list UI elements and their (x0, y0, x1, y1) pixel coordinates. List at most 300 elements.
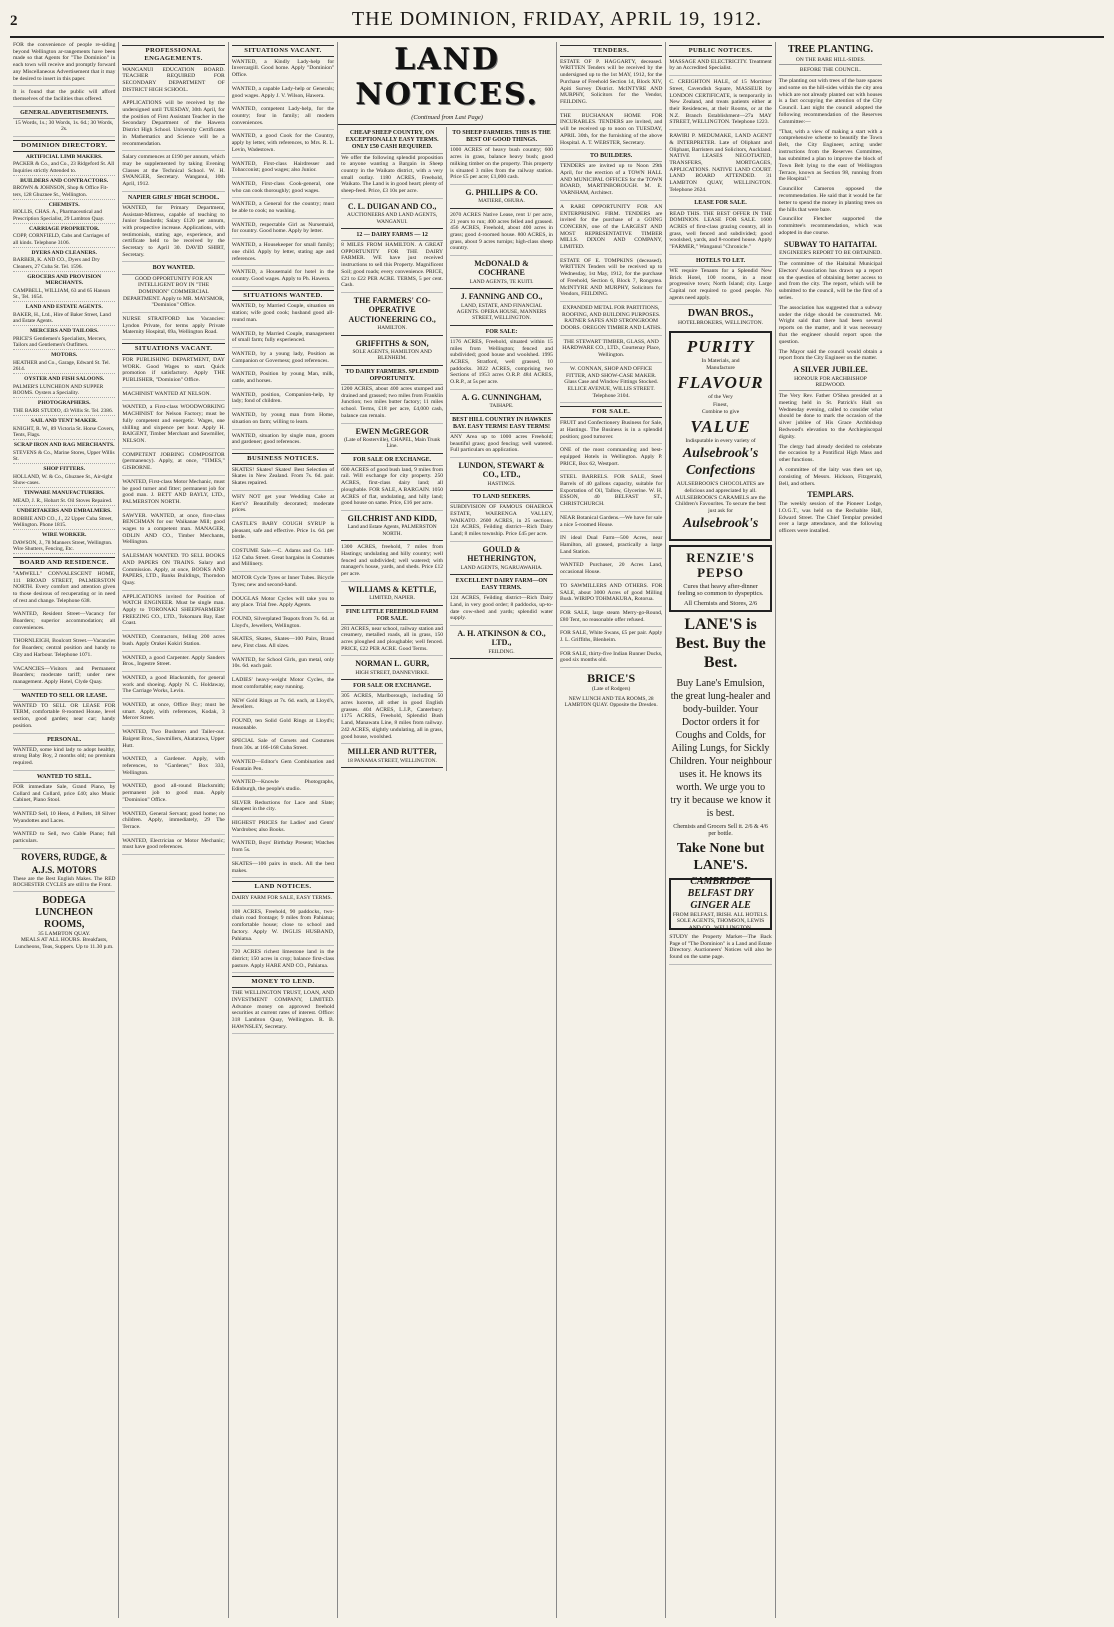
aulsebrook-brand-2: Aulsebrook's (682, 516, 759, 532)
situation-ad: WANTED, Electrician or Motor Mechanic; must have good references. (122, 838, 224, 855)
for-sale-ad: FOR SALE, thirty-five Indian Runner Ducks, good six months old. (560, 651, 662, 668)
situation-ad: FOR PUBLISHING DEPARTMENT, DAY WORK. Good Wages to start. Quick promotion if satisfactory. Apply THE PUBLISHER, "Dominion" Office. (122, 357, 224, 388)
land-ad-text: 1300 ACRES, freehold, 7 miles from Hastings; undulating and hilly country; well fenced and subdivided; well watered; with manager's house, yards, and sheds. Price £12 per acre. (341, 544, 443, 582)
for-sale-ad: IN ideal Dual Farm—500 Acres, near Hamilton, all grassed, practically a large Land Station. (560, 535, 662, 559)
brice-sub: (Late of Rodgers) (592, 686, 631, 693)
situation-wanted-ad: WANTED, by Married Couple, situation on station; wife good cook; husband good all-round man. (232, 303, 334, 327)
land-divider (450, 413, 553, 414)
land-agent-address: HASTINGS. (487, 480, 516, 487)
business-notice: WHY NOT get your Wedding Cake at Kerr's? Beautifully decorated; moderate prices. (232, 494, 334, 518)
timber-ad: EXPANDED METAL FOR PARTITIONS, ROOFING, AND BUILDING PURPOSES. RATNER SAFES AND STRONGROOM DOORS. OREGON TIMBER AND LATHS. (560, 305, 662, 336)
directory-category: LAND AND ESTATE AGENTS. (25, 304, 103, 311)
land-ad-heading: TO LAND SEEKERS. (450, 494, 553, 503)
land-ad-heading: TO SHEEP FARMERS. THIS IS THE BEST OF GOOD THINGS. (450, 130, 553, 146)
situation-ad: WANTED, a Housemaid for hotel in the country. Good wages. Apply to Ph. Hawera. (232, 269, 334, 286)
business-notice: WANTED—Editor's Gem Combination and Fountain Pen. (232, 759, 334, 776)
land-ad-text: SUBDIVISION OF FAMOUS OHAEROA ESTATE, WAERENGA VALLEY, WAIKATO. 2600 ACRES, in 25 sections. 124 ACRES, Feilding district—Rich Dairy Land; 8 miles township. Price £45 per acre. (450, 504, 553, 542)
situation-ad: WANTED, a good Carpenter. Apply Sanders Bros., Ingestre Street. (122, 655, 224, 672)
land-ad-heading: FINE LITTLE FREEHOLD FARM FOR SALE. (341, 609, 443, 625)
land-agent-name: C. L. DUIGAN AND CO., (347, 201, 437, 211)
land-divider (450, 325, 553, 326)
business-notices-list (232, 467, 334, 879)
land-divider (450, 208, 553, 209)
article-paragraph: "That, with a view of making a start with a comprehensive scheme to beautify the Town Belt, the City Engineer, acting under instructions from the Reserves Committee, has submitted a plan to improve the block of Town Belt lying to the east of Wellington Terrace, known as Section 98, running from the Hospital." (778, 128, 883, 183)
notice: It is found that the public will afford themselves of the facilities thus offered. (13, 89, 115, 106)
land-ad-text: 124 ACRES, Feilding district—Rich Dairy Land, in very good order; 8 paddocks, up-to-date cow-shed and yards; splendid water supply. (450, 595, 553, 626)
land-agent-address: HAMILTON. (377, 325, 407, 332)
land-agent-address: HIGH STREET, DANNEVIRKE. (355, 669, 429, 676)
boy-wanted-ad: GOOD OPPORTUNITY FOR AN INTELLIGENT BOY IN "THE DOMINION" COMMERCIAL DEPARTMENT. Apply to MR. MAYSMOR, "Dominion" Office. (122, 276, 224, 314)
ginger-ale-agents: FROM BELFAST, IRISH. ALL HOTELS. SOLE AGENTS, THOMSON, LEWIS AND CO., WELLINGTON. (672, 911, 769, 932)
business-notice: SKATES! Skates! Skates! Best Selection of Skates in New Zealand. From 7s. 6d. pair. Skates repaired. (232, 467, 334, 491)
land-notices-block (338, 42, 557, 1618)
napier-ad: WANTED, for Primary Department, Assistant-Mistress, capable of teaching to Junior Standards; Salary £120 per annum, with prospective increase. Applications, with testimonials, stating age, experience, and certificate held to be received by the Secretary to April 30. DAVID SHIRT, Secretary. (122, 205, 224, 263)
directory-category: MOTORS. (51, 352, 78, 359)
subway-subtitle: ENGINEER'S REPORT TO BE OBTAINED. (779, 250, 882, 259)
general-ads-rates: 15 Words, 1s.; 30 Words, 1s. 6d.; 30 Words, 2s. (13, 120, 115, 137)
land-agent-address: FEILDING. (488, 648, 515, 655)
land-ad-text: 1176 ACRES, Freehold, situated within 15 miles from Wellington; fenced and subdivided; good house and woolshed. 1995 ACRES, Stratford, well grassed, 10 paddocks. 3022 ACRES, comprising two Sections of 1953 acres O.R.P. 484 ACRES, O.R.P., at 5s per acre. (450, 339, 553, 390)
personal-ad: WANTED, some kind lady to adopt healthy, strong Baby Boy, 2 months old; no premium required. (13, 747, 115, 771)
lane-ad (669, 616, 771, 874)
column-6 (557, 42, 666, 1618)
subway-body (779, 261, 882, 362)
land-agent-name: THE FARMERS' CO-OPERATIVE AUCTIONEERING CO., (348, 295, 436, 324)
situations-wanted-heading: SITUATIONS WANTED. (232, 290, 334, 302)
professional-ad: APPLICATIONS will be received by the undersigned until TUESDAY, 30th April, for the position of First Assistant Teacher in the Secondary Department of the Hawera District High School. University Certificates in Mathematics and Science will be a recommendation. (122, 100, 224, 151)
article-paragraph: Councillor Cameron opposed the recommendation. He said that it would be far better to spend the money in planting trees on the hills that were bare. (778, 186, 883, 213)
land-notice: 108 ACRES, Freehold, 90 paddocks, two-chain road frontage; 9 miles from Pahiatua; comfortable house; close to school and factory. Apply W. INGLIS HUSBAND, Pahiatua. (232, 909, 334, 947)
bodega-text: MEALS AT ALL HOURS. Breakfasts, Luncheons, Teas, Suppers. Up to 11.30 p.m. (14, 937, 114, 950)
land-ad-heading: BEST HILL COUNTRY IN HAWKES BAY. EASY TERMS! EASY TERMS! (450, 417, 553, 433)
directory-entry: DAWSON, J., 78 Manners Street, Wellington. Wire Shutters, Fencing, Etc. (13, 540, 115, 554)
silver-jubilee-title: A SILVER JUBILEE. (793, 365, 868, 375)
business-notice: SKATES, Skates, Skates—100 Pairs, Brand new, First class. All sizes. (232, 636, 334, 653)
situation-ad: WANTED, a Housekeeper for small family; one child. Apply by letter, stating age and references. (232, 242, 334, 266)
for-sale-ad: FOR SALE, White Swans, £5 per pair. Apply J. L. Griffiths, Blenheim. (560, 630, 662, 647)
silver-jubilee-subtitle: HONOUR FOR ARCHBISHOP REDWOOD. (779, 376, 882, 391)
situations-vacant-list (122, 357, 224, 855)
tree-planting-subtitle: ON THE BARE HILL-SIDES. (779, 57, 882, 66)
situations-vacant-list-2 (232, 59, 334, 287)
lane-footer: Take None but LANE'S. (676, 841, 765, 873)
tender-ad: ESTATE OF P. HAGGARTY, deceased. WRITTEN Tenders will be received by the undersigned up to the 1st MAY, 1912, for the Purchase of Freehold Section 14, Block XIV, Apiti Survey District. McINTYRE AND MURPHY, Solicitors for the Vendor, FEILDING. (560, 59, 662, 110)
silver-jubilee-body (779, 393, 882, 488)
professional-heading: PROFESSIONAL ENGAGEMENTS. (122, 45, 224, 65)
flavour-word: FLAVOUR (677, 372, 764, 392)
wanted-sell-ad: WANTED TO SELL OR LEASE FOR TERM, comfortable 8-roomed House, level section, good garden; near car; handy position. (13, 703, 115, 734)
situation-ad: WANTED, First-class Hairdresser and Tobacconist; good wages; also Junior. (232, 161, 334, 178)
situation-wanted-ad: WANTED, situation by single man, groom and gardener; good references. (232, 433, 334, 450)
directory-entry: BARBER, K. AND CO., Dyers and Dry Cleaners, 27 Cuba St. Tel. 1596. (13, 257, 115, 271)
renzie-price: All Chemists and Stores, 2/6 (683, 599, 758, 607)
intro-notice: FOR the convenience of people re-siding beyond Wellington ar-rangements have been made so that Agents for "The Dominion" in each town will receive and promptly forward any Miscellaneous Advertisement that it may be desired to insert in this paper. (13, 42, 115, 86)
aulsebrook-brand: Aulsebrook's Confections (682, 446, 759, 478)
directory-category: PHOTOGRAPHERS. (37, 400, 91, 407)
land-ad-heading: FOR SALE OR EXCHANGE. (341, 683, 443, 692)
personal-heading: PERSONAL. (13, 737, 115, 746)
templars-body: The weekly session of the Pioneer Lodge, I.O.G.T., was held on the Rechabite Hall, Edward Street. The Chief Templar presided over a large attendance, and the following officers were installed. (778, 500, 883, 535)
land-notices-header (338, 42, 556, 125)
situation-ad: WANTED, First-class Cook-general, one who can cook thoroughly; good wages. (232, 181, 334, 198)
brice-title: BRICE'S (587, 671, 636, 686)
land-agent-address: LAND AGENTS, TE KUITI. (469, 278, 534, 285)
directory-entry: ROBBIE AND CO., J., 22 Upper Cuba Street, Wellington. Phone 1815. (13, 516, 115, 530)
ironmonger-ad: THE STEWART TIMBER, GLASS, AND HARDWARE CO., LTD., Courtenay Place, Wellington. (560, 339, 662, 363)
directory-entry: PACKER & Co., and Co., 23 Ridgeford St. All Inquiries strictly Attended to. (13, 161, 115, 175)
land-ad-text: 600 ACRES of good bush land, 9 miles from rail. Will exchange for city property. 250 ACRES, first-class dairy land; all ploughable. FOR SALE, A BARGAIN. 1050 ACRES of flat, undulating, and hilly land; good house on same. Price, £16 per acre. (341, 467, 443, 511)
directory-category: ARTIFICIAL LIMB MAKERS. (25, 153, 103, 160)
wanted-sell-ad: WANTED Sell, 10 Hens, 4 Pullets, 18 Silver Wyandottes and Laces. (13, 811, 115, 828)
land-divider (341, 767, 443, 768)
board-ad: VACANCIES—Visitors and Permanent Boarders; moderate tariff; under new management. Apply Hotel, Clyde Quay. (13, 666, 115, 690)
column-8 (776, 42, 885, 1618)
land-agent-address: MATIERE, OHURA. (478, 198, 525, 205)
land-ad-text: 305 ACRES, Marlborough, including 50 acres lucerne, all other in good English grasses. 404 ACRES, L.I.P., Canterbury. 1175 ACRES, Freehold, Splendid Bush Land, Manawatu Line, 8 miles from railway. 242 ACRES, slightly undulating, all in grass, good house, woolshed. (341, 693, 443, 744)
directory-heading: DOMINION DIRECTORY. (13, 140, 115, 152)
board-list (13, 571, 115, 690)
land-divider (341, 605, 443, 606)
situations-vacant-heading: SITUATIONS VACANT. (122, 343, 224, 355)
article-paragraph: The committee of the Haitaitai Municipal Electors' Association has drawn up a report on the question of obtaining better access to and from the city. The report, which will be submitted to the council, will be the first of a series. (778, 260, 883, 301)
column-2 (119, 42, 228, 1618)
bodega-address: 35 LAMBTON QUAY. (38, 930, 91, 937)
situation-ad: WANTED, a Kindly Lady-help for Invercargill. Good home. Apply "Dominion" Office. (232, 59, 334, 83)
land-notices-small-list (232, 895, 334, 973)
land-agent-name: GILCHRIST AND KIDD, (347, 514, 437, 523)
builders-ad: TENDERS are invited up to Noon 29th April, for the erection of a TOWN HALL AND MUNICIPAL OFFICES for the TOWN BOARD, MARTINBOROUGH. M. E. VARNHAM, Architect. (560, 163, 662, 201)
situations-wanted-list (232, 303, 334, 450)
directory-category: CHEMISTS. (48, 201, 80, 208)
business-notice: DOUGLAS Motor Cycles will take you to any place. Trial free. Apply Agents. (232, 596, 334, 613)
situations-vacant-heading-2: SITUATIONS VACANT. (232, 45, 334, 57)
article-paragraph: The Very Rev. Father O'Shea presided at a meeting held in St. Patrick's Hall on Wednesday evening, called to consider what should be done to mark the occasion of the silver jubilee of His Grace Archbishop Redwood's elevation to the Archiepiscopal dignity. (778, 392, 883, 440)
rovers-heading: ROVERS, RUDGE, & (20, 851, 108, 862)
for-sale-ad: WANTED Purchaser, 20 Acres Land, occasional House. (560, 562, 662, 579)
article-paragraph: The Mayor said the council would obtain a report from the City Engineer on the matter. (778, 348, 883, 362)
land-divider (341, 453, 443, 454)
land-ad-text: 1000 ACRES of heavy bush country; 600 acres in grass, balance heavy bush; good milking timber on the property. This property is situated 3 miles from the railway station. Price £5 per acre; £1,000 cash. (450, 147, 553, 185)
directory-category: UNDERTAKERS AND EMBALMERS. (16, 508, 112, 515)
land-divider (450, 574, 553, 575)
massage-ad: MASSAGE AND ELECTRICITY. Treatment by an Accredited Specialist. (669, 59, 771, 76)
land-column-a (338, 127, 447, 771)
land-divider (341, 365, 443, 366)
study-notice: STUDY the Property Market—The Back Page of "The Dominion" is a Land and Estate Directory. Auctioneers' Notices will also be found on the same page. (669, 934, 771, 965)
directory-list (13, 154, 115, 554)
directory-category: SAIL AND TENT MAKER. (30, 418, 98, 425)
for-sale-list (560, 420, 662, 668)
business-notice: COSTUME Sale.—C. Adams and Co. 148-152 Cuba Street. Great bargains in Costumes and Millinery. (232, 548, 334, 572)
land-column-b (447, 127, 556, 771)
land-agent-name: EWEN McGREGOR (355, 426, 429, 436)
business-notices-heading: BUSINESS NOTICES. (232, 453, 334, 465)
column-7 (666, 42, 775, 1618)
situation-ad: COMPETENT JOBBING COMPOSITOR (permanency). Apply, at once, "TIMES," GISBORNE. (122, 452, 224, 476)
builders-ad: A RARE OPPORTUNITY FOR AN ENTERPRISING FIRM. TENDERS are invited for the purchase of a GOING CONCERN, one of the LARGEST AND MOST REPRESENTATIVE TIMBER MILLS. DIXON AND COMPANY, LIMITED. (560, 204, 662, 255)
dwan-name: DWAN BROS., (687, 308, 754, 320)
business-notice: NEW Gold Rings at 7s. 6d. each, at Lloyd's, Jewellers. (232, 698, 334, 715)
brice-text: NEW LUNCH AND TEA ROOMS, 28 LAMBTON QUAY. Opposite the Dresden. (564, 695, 658, 709)
land-agent-address: (Late of Rosterville), CHAPEL, Main Trunk Line. (344, 436, 441, 450)
directory-category: OYSTER AND FISH SALOONS. (24, 376, 105, 383)
directory-entry: PRICE'S Gentlemen's Specialists, Mercers, Tailors and Gentlemen's Outfitters. (13, 336, 115, 350)
money-heading: MONEY TO LEND. (232, 976, 334, 988)
bodega-title-2: ROOMS, (44, 918, 85, 930)
public-notices-heading: PUBLIC NOTICES. (669, 45, 771, 57)
situation-ad: WANTED, General Servant; good home; no children. Apply, immediately, 29 The Terrace. (122, 811, 224, 835)
land-notices-small-heading: LAND NOTICES. (232, 881, 334, 893)
land-agent-name: MILLER AND RUTTER, (347, 747, 437, 757)
land-agent-address: AUCTIONEERS AND LAND AGENTS, WANGANUI. (347, 212, 438, 225)
land-divider (450, 288, 553, 289)
land-agent-address: SOLE AGENTS, HAMILTON AND BLENHEIM. (352, 349, 432, 362)
for-sale-heading: FOR SALE. (560, 406, 662, 418)
builders-list (560, 163, 662, 302)
land-ad-heading: EXCELLENT DAIRY FARM—ON EASY TERMS. (450, 578, 553, 594)
land-agent-name: J. FANNING AND CO., (460, 292, 543, 302)
wanted-sell2-list (13, 784, 115, 849)
land-agent-name: NORMAN L. GURR, (355, 659, 430, 669)
land-divider (450, 658, 553, 659)
directory-entry: HOLLIS, CHAS. A., Pharmaceutical and Prescription Specialist, 29 Lambton Quay. (13, 209, 115, 223)
business-notice: HIGHEST PRICES for Ladies' and Gents' Wardrobes; also Books. (232, 820, 334, 837)
dwan-ad (669, 308, 771, 326)
land-ad-text: ANY Area up to 1000 acres Freehold; beautiful grass; good fencing; well watered. Full particulars on application. (450, 434, 553, 458)
tenders-heading: TENDERS. (560, 45, 662, 57)
rovers-heading-2: A.J.S. MOTORS (31, 865, 97, 876)
bodega-title: BODEGA LUNCHEON (35, 895, 94, 919)
business-notice: WANTED—Knowle Photographs, Edinburgh, the people's studio. (232, 779, 334, 796)
situation-wanted-ad: WANTED, by young man from Home, situation on farm; willing to learn. (232, 412, 334, 429)
situation-ad: WANTED, a good Blacksmith, for general work and shoeing. Apply N. C. Holdaway, The Carriage Works, Levin. (122, 675, 224, 699)
business-notice: MOTOR Cycle Tyres or Inner Tubes. Bicycle Tyres; new and second-hand. (232, 575, 334, 592)
directory-category: MERCERS AND TAILORS. (29, 328, 99, 335)
business-notice: SILVER Reductions for Lace and Slate; cheapest in the city. (232, 800, 334, 817)
situation-ad: MACHINIST WANTED AT NELSON. (122, 391, 224, 402)
situation-wanted-ad: WANTED, by a young lady, Position as Companion or Governess; good references. (232, 351, 334, 368)
for-sale-ad: STEEL BARRELS. FOR SALE, Steel Barrels of 40 gallons capacity, suitable for Exportation of Oil, Tallow, Glycerine. W. H. ESSON, 40 BELFAST ST., CHRISTCHURCH. (560, 474, 662, 512)
article-paragraph: The planting out with trees of the bare spaces and some on the hill-sides within the city area which are not already planted out with houses is a fact occupying the attention of the City Council. Last night the council adopted the following recommendation of the Reserves Committee:— (778, 77, 883, 125)
renzie-name: RENZIE'S (686, 549, 755, 565)
directory-category: WIRE WORKER. (42, 532, 87, 539)
land-agent-name: G. PHILLIPS & CO. (465, 188, 538, 197)
professional-ads (122, 67, 224, 192)
wanted-sell2-heading: WANTED TO SELL. (13, 774, 115, 783)
land-notice: DAIRY FARM FOR SALE, EASY TERMS. (232, 895, 334, 906)
situation-wanted-ad: WANTED, by Married Couple, management of small farm; fully experienced. (232, 331, 334, 348)
land-ad-text: 281 ACRES, near school, railway station and creamery, metalled roads, all in grass, 150 acres ploughed and ploughable; well fenced. PRICE, £22 PER ACRE. Good Terms. (341, 626, 443, 657)
napier-heading: NAPIER GIRLS' HIGH SCHOOL. (122, 195, 224, 204)
for-sale-ad: ONE of the most commanding and best-equipped Hotels in Wellington. Apply P. PRICE, Box 62, Westport. (560, 447, 662, 471)
situation-ad: WANTED, a Gardener. Apply, with references, to "Gardener," Box 333, Wellington. (122, 756, 224, 780)
land-divider (450, 490, 553, 491)
land-agent-address: Land and Estate Agents, PALMERSTON NORTH. (347, 524, 437, 537)
situation-ad: APPLICATIONS invited for Position of WATCH ENGINEER. Must be single man. Apply to TORONAKI SHEEPFARMERS' FREEZING CO., LTD., Tokomaru Bay, East Coast. (122, 594, 224, 632)
for-sale-ad: FOR SALE, large steam Merry-go-Round, £80 Tent, no reasonable offer refused. (560, 610, 662, 627)
land-divider (341, 679, 443, 680)
tree-planting-subtitle-2: BEFORE THE COUNCIL. (779, 67, 882, 76)
business-notice: CASTLE'S BABY COUGH SYRUP is pleasant, safe and effective. Price 1s. 6d. per bottle. (232, 521, 334, 545)
ginger-ale-ad (669, 878, 771, 930)
board-heading: BOARD AND RESIDENCE. (13, 557, 115, 569)
tree-planting-body (779, 78, 882, 237)
land-agent-name: WILLIAMS & KETTLE, (348, 584, 437, 594)
tenders-list (560, 59, 662, 150)
directory-entry: HOLLAND, W. & Co., Ghuznee St., Air-tight Show-cases. (13, 474, 115, 488)
land-ad-heading: FOR SALE: (450, 329, 553, 338)
lease-heading: LEASE FOR SALE. (669, 200, 771, 209)
situation-ad: WANTED, Two Bushmen and Tailer-out. Baigent Bros., Sawmillers, Akatarawa, Upper Hutt. (122, 729, 224, 753)
aulsebrook-ad (669, 331, 771, 541)
land-agent-address: LAND AGENTS, NGARUAWAHIA. (460, 564, 543, 571)
rawiri-ad: RAWIRI P. MEDUMAKE, LAND AGENT & INTERPRETER. Late of Oliphant and Oliphant, Barristers and Solicitors, Auckland. NATIVE LEASES NEGOTIATED, TRANSFERS, MORTGAGES, APPLICATIONS. NATIVE LAND COURT. LAND BOARD ATTENDED. 31 LAMBTON QUAY, WELLINGTON. Telephone 2624. (669, 133, 771, 197)
professional-ad: Salary commences at £190 per annum, which may be supplemented by taking Evening Classes at the Technical School. W. H. SWANGER, Secretary. Wanganui, 10th April, 1912. (122, 154, 224, 192)
wanted-sell-heading: WANTED TO SELL OR LEASE. (13, 693, 115, 702)
land-ad-heading: FOR SALE OR EXCHANGE. (341, 457, 443, 466)
directory-category: SHOP FITTERS. (43, 466, 86, 473)
purity-line-2: Manufacture (706, 365, 735, 372)
article-paragraph: A committee of the laity was then set up, consisting of Messrs. Hickson, Fitzgerald, Bell, and others. (778, 467, 883, 487)
land-notices-continued: (Continued from Last Page) (411, 113, 483, 121)
lane-body: Buy Lane's Emulsion, the great lung-healer and body-builder. Your Doctor orders it for Coughs and Colds, for Ailing Lungs, for Sickly Children. Your neighbour uses it. He knows its worth. We urge you to try it because we know it is best. (669, 677, 772, 819)
tree-planting-title: TREE PLANTING. (787, 44, 873, 55)
board-ad: "AMWELL" CONVALESCENT HOME, 111 BROAD STREET, PALMERSTON NORTH. Every comfort and attention given to those desirous of recuperating or in need of rest and change. Telephone 638. (13, 571, 115, 609)
land-ad-text: 2070 ACRES Native Lease, rent 1/ per acre, 21 years to run; 400 acres felled and grassed. 456 ACRES, Freehold, about 400 acres in grass; good 4-roomed house. 800 ACRES, in grass, about 9 acres turnips; high-class sheep country. (450, 212, 553, 256)
wanted-sell-ad: WANTED to Sell, two Cable Piano; full particulars. (13, 831, 115, 848)
situation-ad: WANTED, respectable Girl as Nursemaid, for country. Good home. Apply by letter. (232, 222, 334, 239)
situation-ad: WANTED, a capable Lady-help or Generals; good wages. Apply J. V. Wilson, Hawera. (232, 86, 334, 103)
rovers-text: These are the Best English Makes. The RED ROCHESTER CYCLES are still to the Front. (13, 876, 115, 892)
situation-ad: SALESMAN WANTED. TO SELL BOOKS AND PAPERS ON TRAINS. Salary and Commission. Apply, at once, BOOKS AND PAPERS, LTD., Banks Buildings, Thorndon Quay. (122, 553, 224, 591)
situation-ad: WANTED, a First-class WOODWORKING MACHINIST for Nelson Factory; must be fully competent and energetic. Wages, one shilling and sixpence per hour. Apply H. BAIGENT, Timber Merchant and Sawmiller, NELSON. (122, 404, 224, 448)
business-notice: LADIES' heavy-weight Motor Cycles, the most comfortable; easy running. (232, 677, 334, 694)
land-ad-text: 8 MILES FROM HAMILTON. A GREAT OPPORTUNITY FOR THE DAIRY FARMER. WE have just received instructions to sell this Property. Magnificent Soil; good roads; every convenience. PRICE, £21 to £22 PER ACRE. TERMS, 5 per cent. Cash. (341, 242, 443, 293)
situation-ad: WANTED, a General for the country; must be able to cook; no washing. (232, 201, 334, 218)
article-paragraph: Councillor Fletcher supported the committee's recommendation, which was adopted in due course. (778, 216, 883, 237)
lease-ad: READ THIS. THE BEST OFFER IN THE DOMINION. LEASE FOR SALE. 1600 ACRES of first-class grazing country, all in grass, well fenced and subdivided; good woolshed, yards, and 8-roomed house. Apply "FARMER," Wanganui "Chronicle." (669, 211, 771, 255)
situation-ad: WANTED, at once, Office Boy; must be smart. Apply, with references, Kodak, 3 Mercer Street. (122, 702, 224, 726)
directory-entry: BAKER, H., Ltd., Hire of Baker Street, Land and Estate Agents. (13, 312, 115, 326)
column-1 (10, 42, 119, 1618)
directory-category: CARRIAGE PROPRIETOR. (28, 225, 100, 232)
purity-line-1: In Materials, and (701, 357, 740, 364)
column-3 (229, 42, 338, 1618)
business-notice: SPECIAL Sale of Corsets and Costumes from 30s. at 166-168 Cuba Street. (232, 738, 334, 755)
situation-wanted-ad: WANTED, Position by young Man, milk, cattle, and horses. (232, 371, 334, 388)
directory-category: DYERS AND CLEANERS. (31, 249, 97, 256)
directory-entry: PALMER'S LUNCHEON AND SUPPER ROOMS. Oysters a Speciality. (13, 384, 115, 398)
land-agent-name: A. H. ATKINSON & CO., LTD., (457, 628, 546, 648)
board-ad: WANTED, Resident Street—Vacancy for Boarders; superior accommodation; all conveniences. (13, 611, 115, 635)
creighton-ad: C. CREIGHTON HALE, of 15 Mortimer Street, Cavendish Square, MASSEUR by LONDON CERTIFICATE, is temporarily in New Zealand, and treats patients either at their Residences, at their Rooms, or at the N.Z. Branch Establishment—27a MAY STREET, WELLINGTON. Telephone 1223. (669, 79, 771, 130)
land-columns (338, 127, 556, 771)
directory-category: TINWARE MANUFACTURERS. (23, 490, 105, 497)
subway-title: SUBWAY TO HAITAITAI. (784, 239, 877, 249)
dwan-sub: HOTELBROKERS, WELLINGTON. (678, 320, 764, 327)
land-agent-address: TAIHAPE. (489, 403, 514, 410)
land-notice: 720 ACRES richest limestone land in the district; 150 acres in crop; balance first-class pasture. Apply HARE AND CO., Pahiatua. (232, 949, 334, 973)
professional-ad: WANGANUI EDUCATION BOARD. TEACHER REQUIRED FOR SECONDARY DEPARTMENT OF DISTRICT HIGH SCHOOL. (122, 67, 224, 98)
purity-line-5: Combine to give (701, 409, 740, 416)
general-ads-heading: GENERAL ADVERTISEMENTS. (13, 110, 115, 119)
land-agent-address: 18 PANAMA STREET, WELLINGTON. (347, 757, 437, 764)
situation-ad: WANTED, competent Lady-help, for the country; four in family; all modern conveniences. (232, 106, 334, 130)
land-divider (341, 335, 443, 336)
for-sale-ad: TO SAWMILLERS AND OTHERS. FOR SALE, about 3000 Acres of good Milling Bush. WIRIPO TOHMAKURA, Rotorua. (560, 583, 662, 607)
land-ad-text: We offer the following splendid proposition to anyone wanting a Bargain in Sheep country in the Waikato district, with a very small outlay. 1180 ACRES, Freehold, Waikato. The Land is in good heart; plenty of sheep-feed. Price, £3 10s per acre. (341, 155, 443, 199)
land-agent-name: GOULD & HETHERINGTON, (467, 544, 536, 564)
business-notice: FOUND, Silverplated Teapots from 7s. 6d. at Lloyd's, Jewellers, Wellington. (232, 616, 334, 633)
purity-word: PURITY (686, 336, 755, 356)
ginger-ale-name: CAMBRIDGE BELFAST DRY GINGER ALE (687, 876, 754, 912)
directory-entry: CAMPBELL, WILLIAM, 63 and 65 Hanson St., Tel. 1654. (13, 288, 115, 302)
nurse-ad: NURSE STRATFORD has Vacancies: Lyndon Private, for terms apply Private Maternity Hospital, 69a, Wellington Road. (122, 316, 224, 340)
purity-line-3: of the Very (708, 393, 733, 400)
land-agent-name: LUNDON, STEWART & CO., LTD., (458, 460, 545, 480)
hotels-ad: WE require Tenants for a Splendid New Brick Hotel, 100 rooms, in a most progressive town; North Island; city. Large Capital not required to good people. No agents need apply. (669, 268, 771, 306)
article-paragraph: The clergy had already decided to celebrate the occasion by a Pontifical High Mass and other functions. (778, 443, 883, 464)
land-ad-heading: TO DAIRY FARMERS. SPLENDID OPPORTUNITY. (341, 369, 443, 385)
board-ad: THORNLEIGH, Boulcott Street.—Vacancies for Boarders; central position and handy to City and Harbour. Telephone 1071. (13, 638, 115, 662)
directory-entry: BROWN & JOHNSON, Shop & Office Fit-ters, 128 Ghuznee St., Wellington. (13, 185, 115, 199)
tender-ad: THE BUCHANAN HOME FOR INCURABLES. TENDERS are invited, and will be received up to noon on TUESDAY, APRIL 30th, for the furnishing of the above Hospital. A. T. WEBSTER, Secretary. (560, 113, 662, 151)
directory-category: GROCERS AND PROVISION MERCHANTS. (27, 273, 102, 287)
page-number: 2 (10, 13, 18, 29)
masthead (10, 8, 1104, 38)
situation-ad: SAWYER. WANTED, at once, first-class BENCHMAN for our Waikanae Mill; good wages to a competent man. MANAGER, ODLIN AND CO., Timber Merchants, Wellington. (122, 513, 224, 551)
business-notice: FOUND, ten Solid Gold Rings at Lloyd's; reasonable. (232, 718, 334, 735)
situation-ad: WANTED, a good Cook for the Country, apply by letter, with references, to Mrs. R. L. Levin, Wadestown. (232, 133, 334, 157)
directory-entry: COPP, CORNFIELD, Cabs and Carriages of all kinds. Telephone 3106. (13, 233, 115, 247)
hotels-heading: HOTELS TO LET. (669, 258, 771, 267)
situation-ad: WANTED, good all-round Blacksmith; permanent job to good man. Apply "Dominion" Office. (122, 783, 224, 807)
land-divider (341, 540, 443, 541)
business-notice: SKATES—100 pairs in stock. All the best makes. (232, 861, 334, 878)
directory-entry: STEVENS & Co., Marine Stores, Upper Willis St. (13, 450, 115, 464)
shopfitter-ad: W. CONNAN, SHOP AND OFFICE FITTER, AND SHOW-CASE MAKER. Glass Case and Window Fittings Stocked. ELLICE AVENUE, WILLIS STREET. Telephone 3104. (560, 366, 662, 404)
land-ad-text: 1200 ACRES, about 400 acres stumped and drained and grassed; two miles from Franklin Junction; two miles butter factory; 11 miles school. Terms, £18 per acre, £4,000 cash, balance can remain. (341, 386, 443, 424)
pepso-name: PEPSO (697, 565, 744, 581)
value-word: VALUE (690, 416, 751, 436)
boy-wanted-heading: BOY WANTED. (122, 265, 224, 274)
purity-line-4: Finest, (713, 401, 729, 408)
situation-ad: WANTED, First-class Motor Mechanic, must be good turner and fitter; permanent job for good man. J. BETT AND BAYLY, LTD., PALMERSTON NORTH. (122, 479, 224, 510)
directory-entry: MEAD, J. R., Hobart St. Oil Stoves Repaired. (13, 498, 115, 506)
situation-wanted-ad: WANTED, position, Companion-help, by lady; fond of children. (232, 392, 334, 409)
business-notice: WANTED, Boys' Birthday Present; Watches from 5s. (232, 840, 334, 857)
purity-line-6: Indisputable in every variety of (685, 437, 756, 444)
land-divider (341, 228, 443, 229)
directory-category: BUILDERS AND CONTRACTORS. (20, 177, 109, 184)
land-ad-heading: CHEAP SHEEP COUNTRY, ON EXCEPTIONALLY EASY TERMS. ONLY £50 CASH REQUIRED. (341, 130, 443, 153)
renzie-text: Cures that heavy after-dinner feeling so common to dyspeptics. (677, 582, 764, 598)
land-ad-heading: 12 — DAIRY FARMS — 12 (341, 232, 443, 241)
builders-heading: TO BUILDERS. (560, 153, 662, 162)
business-notice: WANTED, for School Girls, gun metal, only 10s. 6d. each pair. (232, 657, 334, 674)
land-agent-address: LAND, ESTATE, AND FINANCIAL AGENTS. OPERA HOUSE, MANNERS STREET, WELLINGTON. (456, 302, 547, 322)
columns (10, 42, 1104, 1618)
situation-ad: WANTED, Contractors, felling 200 acres bush. Apply Orakei Kokiri Station. (122, 634, 224, 651)
money-ad: THE WELLINGTON TRUST, LOAN, AND INVESTMENT COMPANY, LIMITED. Advance money on approved freehold securities at current rates of interest. Office: 318 Lambton Quay, Wellington. R. B. HAWNSLEY, Secretary. (232, 990, 334, 1034)
newspaper-title: THE DOMINION, FRIDAY, APRIL 19, 1912. (351, 8, 763, 30)
land-agent-name: GRIFFITHS & SON, (355, 338, 429, 348)
templars-title: TEMPLARS. (807, 490, 854, 500)
article-paragraph: The association has suggested that a subway under the ridge should be constructed. Mr. Wright said that there had been several reports on the matter, and it was necessary that the engineer should report upon the question. (778, 304, 883, 345)
land-agent-name: McDONALD & COCHRANE (474, 259, 529, 278)
bodega-ad (13, 895, 115, 950)
lane-price: Chemists and Grocers Sell it. 2/6 & 4/6 per bottle. (673, 823, 768, 837)
